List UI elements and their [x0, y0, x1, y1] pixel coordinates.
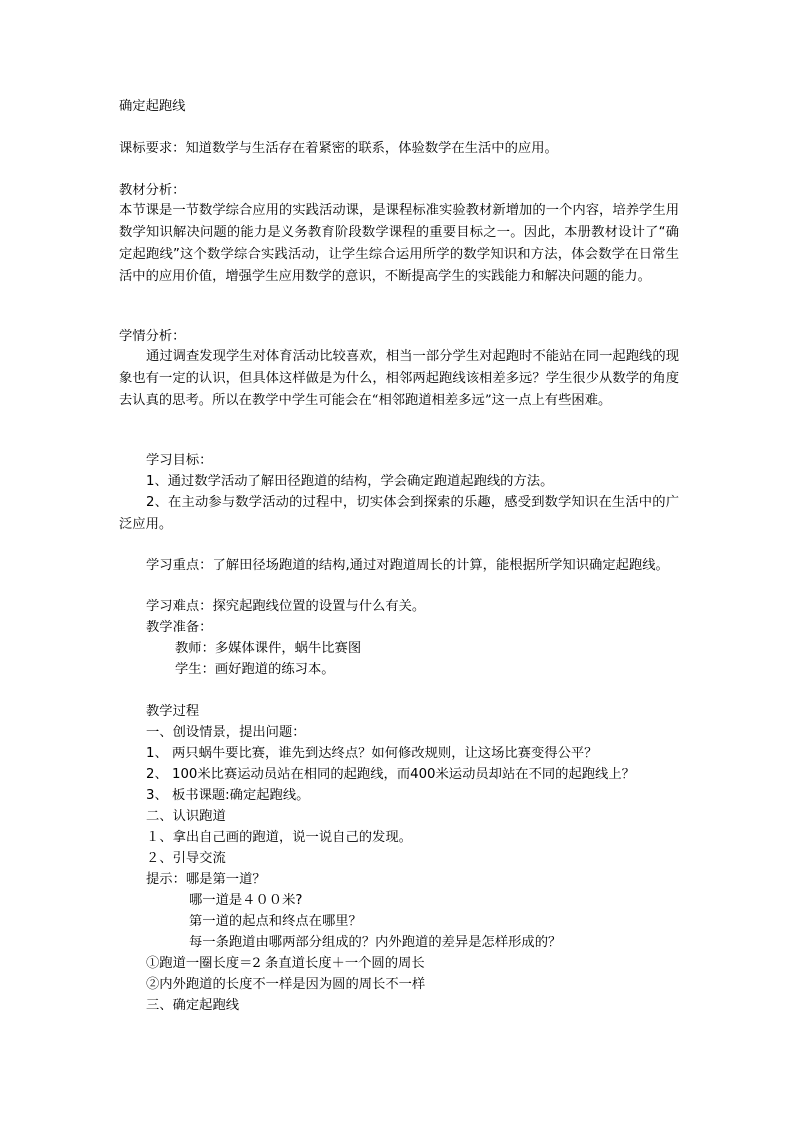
prep-student: 学生：画好跑道的练习本。 — [175, 662, 335, 677]
hint-question-2: 哪一道是４００米? — [189, 893, 303, 908]
section-2-item-1: １、拿出自己画的跑道，说一说自己的发现。 — [146, 830, 412, 845]
student-analysis-quote: “相邻跑道相差多远” — [371, 393, 492, 408]
formula-2: ②内外跑道的长度不一样是因为圆的周长不一样 — [146, 977, 426, 992]
student-analysis-heading: 学情分析： — [119, 329, 186, 344]
section-3-title: 三、确定起跑线 — [146, 998, 240, 1013]
section-2-item-2: ２、引导交流 — [146, 851, 226, 866]
section-1-item-2: 2、 100米比赛运动员站在相同的起跑线，而400米运动员却站在不同的起跑线上？ — [146, 767, 635, 782]
process-heading: 教学过程 — [146, 704, 200, 719]
hint-line: 提示：哪是第一道？ — [146, 872, 266, 887]
document-title: 确定起跑线 — [119, 99, 186, 114]
goal-item-1: 1、通过数学活动了解田径跑道的结构，学会确定跑道起跑线的方法。 — [146, 474, 554, 489]
key-point: 学习重点：了解田径场跑道的结构,通过对跑道周长的计算，能根据所学知识确定起跑线。 — [146, 558, 669, 573]
section-2-title: 二、认识跑道 — [146, 809, 226, 824]
material-analysis-body: 本节课是一节数学综合应用的实践活动课，是课程标准实验教材新增加的一个内容，培养学生用数学知识解决问题的能力是义务教育阶段数学课程的重要目标之一。因此，本册教材设计了“确定起跑线”这个数学综合实践活动，让学生综合运用所学的数学知识和方法，体会数学在日常生活中的应用价值，增强学生应用数学的意识，不断提高学生的实践能力和解决问题的能力。 — [119, 203, 679, 284]
material-analysis-heading: 教材分析： — [119, 183, 186, 198]
student-analysis-body — [119, 346, 679, 412]
curriculum-requirement: 课标要求：知道数学与生活存在着紧密的联系，体验数学在生活中的应用。 — [119, 141, 558, 156]
formula-1: ①跑道一圈长度＝2 条直道长度＋一个圆的周长 — [146, 956, 425, 971]
goals-heading: 学习目标： — [146, 453, 213, 468]
difficulty: 学习难点：探究起跑线位置的设置与什么有关。 — [146, 599, 426, 614]
section-1-item-1: 1、 两只蜗牛要比赛，谁先到达终点？如何修改规则，让这场比赛变得公平？ — [146, 746, 598, 761]
section-1-title: 一、创设情景，提出问题： — [146, 725, 306, 740]
student-analysis-text-a: 通过调查发现学生对体育活动比较喜欢，相当一部分学生对起跑时不能站在同一起跑线的现象也有一定的认识，但具体这样做是为什么，相邻两起跑线该相差多远？学生很少从数学的角度去认真的思考。所以在教学中学生可能会在 — [119, 349, 679, 408]
hint-question-3: 第一道的起点和终点在哪里？ — [189, 914, 362, 929]
prep-teacher: 教师：多媒体课件，蜗牛比赛图 — [175, 641, 362, 656]
goal-item-2: 2、在主动参与数学活动的过程中，切实体会到探索的乐趣，感受到数学知识在生活中的广泛应用。 — [119, 495, 679, 532]
prep-heading: 教学准备： — [146, 620, 213, 635]
hint-question-4: 每一条跑道由哪两部分组成的？内外跑道的差异是怎样形成的？ — [189, 935, 562, 950]
student-analysis-text-b: 这一点上有些困难。 — [491, 393, 612, 408]
section-1-item-3: 3、 板书课题:确定起跑线。 — [146, 788, 310, 803]
